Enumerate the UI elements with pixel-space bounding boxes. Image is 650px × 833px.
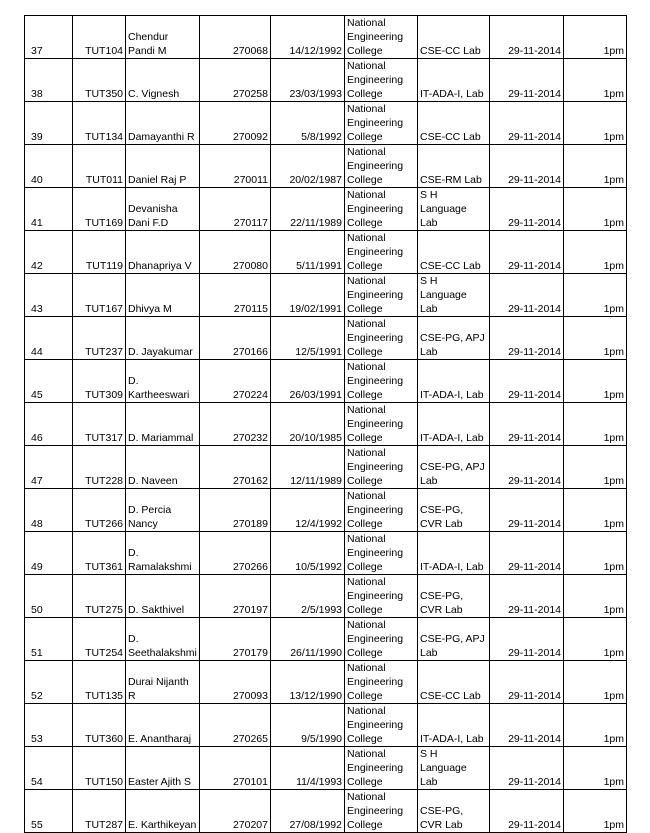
- exam-date-cell: 29-11-2014: [490, 188, 564, 231]
- serial-number-cell: 51: [25, 618, 73, 661]
- college-cell: National Engineering College: [345, 704, 418, 747]
- tut-id-cell: TUT169: [73, 188, 126, 231]
- table-row: [25, 747, 627, 790]
- candidate-name-cell: Chendur Pandi M: [126, 16, 200, 59]
- exam-time-cell: 1pm: [564, 532, 627, 575]
- exam-date-cell: 29-11-2014: [490, 661, 564, 704]
- exam-time-cell: 1pm: [564, 704, 627, 747]
- registration-number-cell: 270117: [200, 188, 271, 231]
- college-cell: National Engineering College: [345, 747, 418, 790]
- candidate-name-cell: Easter Ajith S: [126, 747, 200, 790]
- registration-number-cell: 270189: [200, 489, 271, 532]
- candidate-name-cell: Dhivya M: [126, 274, 200, 317]
- candidate-name-cell: Durai Nijanth R: [126, 661, 200, 704]
- exam-date-cell: 29-11-2014: [490, 403, 564, 446]
- serial-number-cell: 54: [25, 747, 73, 790]
- serial-number-cell: 40: [25, 145, 73, 188]
- registration-number-cell: 270068: [200, 16, 271, 59]
- college-cell: National Engineering College: [345, 575, 418, 618]
- lab-cell: S H Language Lab: [418, 747, 490, 790]
- lab-cell: S H Language Lab: [418, 188, 490, 231]
- candidate-name-cell: D. Mariammal: [126, 403, 200, 446]
- lab-cell: IT-ADA-I, Lab: [418, 403, 490, 446]
- table-row: [25, 661, 627, 704]
- serial-number-cell: 42: [25, 231, 73, 274]
- serial-number-cell: 41: [25, 188, 73, 231]
- lab-cell: CSE-PG, CVR Lab: [418, 575, 490, 618]
- date-of-birth-cell: 12/4/1992: [271, 489, 345, 532]
- lab-cell: IT-ADA-I, Lab: [418, 59, 490, 102]
- table-row: [25, 618, 627, 661]
- date-of-birth-cell: 2/5/1993: [271, 575, 345, 618]
- tut-id-cell: TUT104: [73, 16, 126, 59]
- date-of-birth-cell: 5/11/1991: [271, 231, 345, 274]
- college-cell: National Engineering College: [345, 188, 418, 231]
- table-row: [25, 231, 627, 274]
- exam-time-cell: 1pm: [564, 59, 627, 102]
- lab-cell: IT-ADA-I, Lab: [418, 532, 490, 575]
- tut-id-cell: TUT011: [73, 145, 126, 188]
- college-cell: National Engineering College: [345, 532, 418, 575]
- lab-cell: CSE-PG, CVR Lab: [418, 489, 490, 532]
- lab-cell: S H Language Lab: [418, 274, 490, 317]
- exam-date-cell: 29-11-2014: [490, 575, 564, 618]
- exam-date-cell: 29-11-2014: [490, 274, 564, 317]
- exam-time-cell: 1pm: [564, 403, 627, 446]
- exam-time-cell: 1pm: [564, 274, 627, 317]
- exam-time-cell: 1pm: [564, 575, 627, 618]
- tut-id-cell: TUT287: [73, 790, 126, 833]
- table-row: [25, 274, 627, 317]
- exam-date-cell: 29-11-2014: [490, 317, 564, 360]
- registration-number-cell: 270224: [200, 360, 271, 403]
- date-of-birth-cell: 12/11/1989: [271, 446, 345, 489]
- college-cell: National Engineering College: [345, 489, 418, 532]
- date-of-birth-cell: 11/4/1993: [271, 747, 345, 790]
- tut-id-cell: TUT135: [73, 661, 126, 704]
- college-cell: National Engineering College: [345, 274, 418, 317]
- tut-id-cell: TUT275: [73, 575, 126, 618]
- serial-number-cell: 45: [25, 360, 73, 403]
- candidate-name-cell: Daniel Raj P: [126, 145, 200, 188]
- college-cell: National Engineering College: [345, 403, 418, 446]
- college-cell: National Engineering College: [345, 360, 418, 403]
- lab-cell: CSE-CC Lab: [418, 231, 490, 274]
- registration-number-cell: 270258: [200, 59, 271, 102]
- exam-time-cell: 1pm: [564, 16, 627, 59]
- serial-number-cell: 50: [25, 575, 73, 618]
- registration-number-cell: 270265: [200, 704, 271, 747]
- registration-number-cell: 270266: [200, 532, 271, 575]
- candidate-name-cell: Damayanthi R: [126, 102, 200, 145]
- registration-number-cell: 270162: [200, 446, 271, 489]
- exam-time-cell: 1pm: [564, 188, 627, 231]
- tut-id-cell: TUT228: [73, 446, 126, 489]
- exam-date-cell: 29-11-2014: [490, 59, 564, 102]
- tut-id-cell: TUT167: [73, 274, 126, 317]
- exam-date-cell: 29-11-2014: [490, 532, 564, 575]
- candidate-name-cell: Dhanapriya V: [126, 231, 200, 274]
- exam-date-cell: 29-11-2014: [490, 704, 564, 747]
- candidate-name-cell: E. Karthikeyan: [126, 790, 200, 833]
- college-cell: National Engineering College: [345, 16, 418, 59]
- candidate-name-cell: Devanisha Dani F.D: [126, 188, 200, 231]
- tut-id-cell: TUT309: [73, 360, 126, 403]
- candidate-name-cell: E. Anantharaj: [126, 704, 200, 747]
- table-row: [25, 790, 627, 833]
- college-cell: National Engineering College: [345, 661, 418, 704]
- serial-number-cell: 39: [25, 102, 73, 145]
- table-row: [25, 317, 627, 360]
- date-of-birth-cell: 20/02/1987: [271, 145, 345, 188]
- date-of-birth-cell: 22/11/1989: [271, 188, 345, 231]
- exam-date-cell: 29-11-2014: [490, 360, 564, 403]
- date-of-birth-cell: 23/03/1993: [271, 59, 345, 102]
- registration-number-cell: 270101: [200, 747, 271, 790]
- candidate-name-cell: D. Percia Nancy: [126, 489, 200, 532]
- registration-number-cell: 270207: [200, 790, 271, 833]
- table-row: [25, 403, 627, 446]
- serial-number-cell: 49: [25, 532, 73, 575]
- date-of-birth-cell: 10/5/1992: [271, 532, 345, 575]
- date-of-birth-cell: 12/5/1991: [271, 317, 345, 360]
- exam-date-cell: 29-11-2014: [490, 489, 564, 532]
- exam-date-cell: 29-11-2014: [490, 16, 564, 59]
- college-cell: National Engineering College: [345, 59, 418, 102]
- tut-id-cell: TUT134: [73, 102, 126, 145]
- exam-date-cell: 29-11-2014: [490, 747, 564, 790]
- registration-number-cell: 270197: [200, 575, 271, 618]
- serial-number-cell: 48: [25, 489, 73, 532]
- candidate-name-cell: D. Seethalakshmi: [126, 618, 200, 661]
- lab-cell: CSE-CC Lab: [418, 102, 490, 145]
- serial-number-cell: 43: [25, 274, 73, 317]
- date-of-birth-cell: 19/02/1991: [271, 274, 345, 317]
- date-of-birth-cell: 5/8/1992: [271, 102, 345, 145]
- college-cell: National Engineering College: [345, 790, 418, 833]
- exam-date-cell: 29-11-2014: [490, 145, 564, 188]
- tut-id-cell: TUT150: [73, 747, 126, 790]
- exam-date-cell: 29-11-2014: [490, 618, 564, 661]
- tut-id-cell: TUT360: [73, 704, 126, 747]
- candidate-name-cell: D. Kartheeswari: [126, 360, 200, 403]
- registration-number-cell: 270092: [200, 102, 271, 145]
- exam-date-cell: 29-11-2014: [490, 231, 564, 274]
- exam-time-cell: 1pm: [564, 231, 627, 274]
- exam-time-cell: 1pm: [564, 489, 627, 532]
- serial-number-cell: 38: [25, 59, 73, 102]
- lab-cell: CSE-CC Lab: [418, 16, 490, 59]
- registration-number-cell: 270232: [200, 403, 271, 446]
- date-of-birth-cell: 13/12/1990: [271, 661, 345, 704]
- serial-number-cell: 47: [25, 446, 73, 489]
- exam-time-cell: 1pm: [564, 747, 627, 790]
- date-of-birth-cell: 26/11/1990: [271, 618, 345, 661]
- table-row: [25, 532, 627, 575]
- exam-time-cell: 1pm: [564, 790, 627, 833]
- lab-cell: CSE-PG, APJ Lab: [418, 446, 490, 489]
- table-row: [25, 446, 627, 489]
- candidate-name-cell: D. Ramalakshmi: [126, 532, 200, 575]
- table-body: [25, 16, 627, 833]
- serial-number-cell: 52: [25, 661, 73, 704]
- college-cell: National Engineering College: [345, 317, 418, 360]
- candidate-name-cell: D. Naveen: [126, 446, 200, 489]
- college-cell: National Engineering College: [345, 231, 418, 274]
- date-of-birth-cell: 26/03/1991: [271, 360, 345, 403]
- lab-cell: CSE-RM Lab: [418, 145, 490, 188]
- exam-date-cell: 29-11-2014: [490, 102, 564, 145]
- tut-id-cell: TUT119: [73, 231, 126, 274]
- candidate-name-cell: D. Jayakumar: [126, 317, 200, 360]
- college-cell: National Engineering College: [345, 145, 418, 188]
- date-of-birth-cell: 9/5/1990: [271, 704, 345, 747]
- tut-id-cell: TUT237: [73, 317, 126, 360]
- date-of-birth-cell: 27/08/1992: [271, 790, 345, 833]
- registration-number-cell: 270080: [200, 231, 271, 274]
- registration-number-cell: 270093: [200, 661, 271, 704]
- serial-number-cell: 53: [25, 704, 73, 747]
- lab-cell: CSE-PG, CVR Lab: [418, 790, 490, 833]
- lab-cell: CSE-CC Lab: [418, 661, 490, 704]
- date-of-birth-cell: 14/12/1992: [271, 16, 345, 59]
- table-row: [25, 360, 627, 403]
- table-row: [25, 188, 627, 231]
- registration-number-cell: 270179: [200, 618, 271, 661]
- table-row: [25, 145, 627, 188]
- exam-time-cell: 1pm: [564, 360, 627, 403]
- tut-id-cell: TUT317: [73, 403, 126, 446]
- candidate-name-cell: D. Sakthivel: [126, 575, 200, 618]
- lab-cell: CSE-PG, APJ Lab: [418, 317, 490, 360]
- exam-time-cell: 1pm: [564, 145, 627, 188]
- serial-number-cell: 46: [25, 403, 73, 446]
- tut-id-cell: TUT361: [73, 532, 126, 575]
- allocation-table: [24, 15, 627, 833]
- lab-cell: IT-ADA-I, Lab: [418, 704, 490, 747]
- table-row: [25, 575, 627, 618]
- tut-id-cell: TUT350: [73, 59, 126, 102]
- serial-number-cell: 37: [25, 16, 73, 59]
- lab-cell: IT-ADA-I, Lab: [418, 360, 490, 403]
- date-of-birth-cell: 20/10/1985: [271, 403, 345, 446]
- registration-number-cell: 270115: [200, 274, 271, 317]
- exam-time-cell: 1pm: [564, 446, 627, 489]
- exam-date-cell: 29-11-2014: [490, 790, 564, 833]
- table-row: [25, 16, 627, 59]
- table-row: [25, 704, 627, 747]
- serial-number-cell: 55: [25, 790, 73, 833]
- tut-id-cell: TUT266: [73, 489, 126, 532]
- serial-number-cell: 44: [25, 317, 73, 360]
- table-row: [25, 489, 627, 532]
- table-row: [25, 102, 627, 145]
- exam-time-cell: 1pm: [564, 102, 627, 145]
- registration-number-cell: 270166: [200, 317, 271, 360]
- college-cell: National Engineering College: [345, 446, 418, 489]
- lab-cell: CSE-PG, APJ Lab: [418, 618, 490, 661]
- college-cell: National Engineering College: [345, 102, 418, 145]
- college-cell: National Engineering College: [345, 618, 418, 661]
- tut-id-cell: TUT254: [73, 618, 126, 661]
- exam-date-cell: 29-11-2014: [490, 446, 564, 489]
- exam-time-cell: 1pm: [564, 661, 627, 704]
- exam-time-cell: 1pm: [564, 317, 627, 360]
- table-row: [25, 59, 627, 102]
- registration-number-cell: 270011: [200, 145, 271, 188]
- exam-time-cell: 1pm: [564, 618, 627, 661]
- candidate-name-cell: C. Vignesh: [126, 59, 200, 102]
